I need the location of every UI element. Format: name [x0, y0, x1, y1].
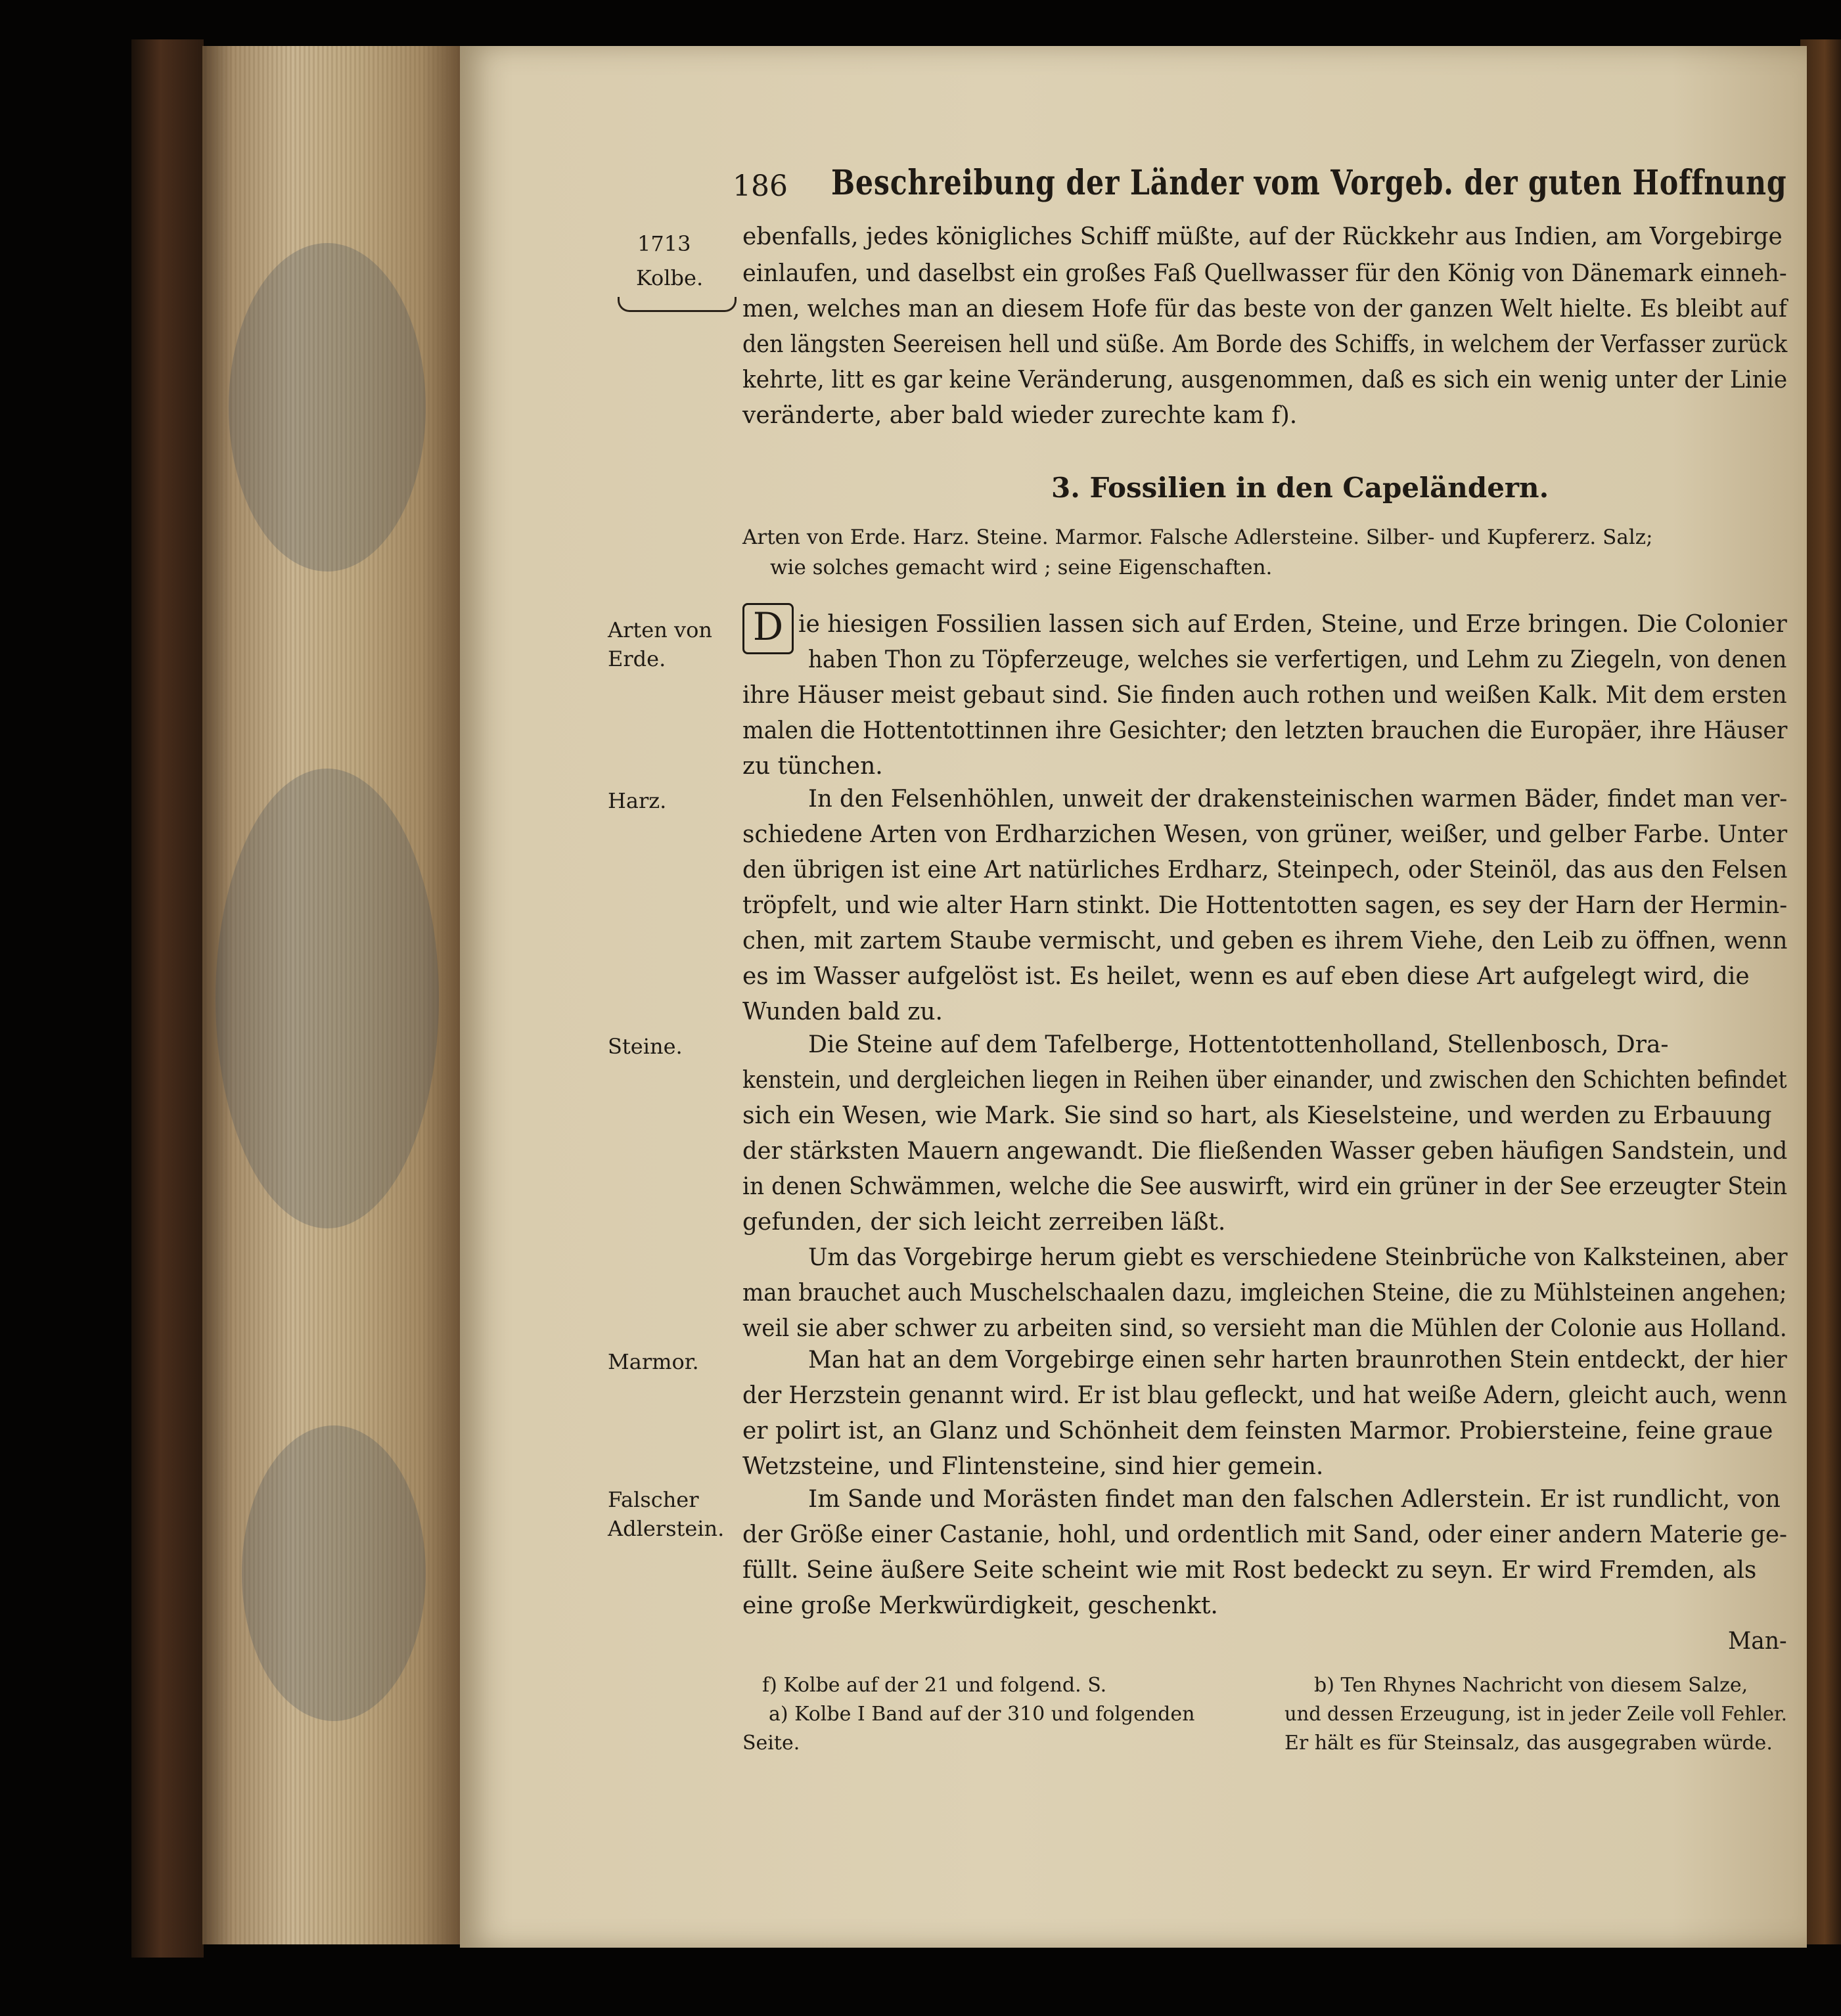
paragraph-line: der Herzstein genannt wird. Er ist blau gefleckt, und hat weiße Adern, gleicht auch, wenn [742, 1382, 1788, 1409]
margin-adlerstein: Adlerstein. [608, 1516, 725, 1541]
paragraph-line: füllt. Seine äußere Seite scheint wie mit Rost bedeckt zu seyn. Er wird Fremden, als [742, 1557, 1757, 1584]
footnote-line: Er hält es für Steinsalz, das ausgegraben würde. [1284, 1732, 1773, 1755]
margin-falscher: Falscher [608, 1487, 699, 1512]
running-title: Beschreibung der Länder vom Vorgeb. der guten Hoffnung [831, 163, 1787, 203]
paragraph-line: man brauchet auch Muschelschaalen dazu, imgleichen Steine, die zu Mühlsteinen angehen; [742, 1280, 1787, 1307]
binding-left [131, 39, 204, 1958]
footnote-line: und dessen Erzeugung, ist in jeder Zeile voll Fehler. [1284, 1703, 1787, 1726]
catchword: Man- [1728, 1628, 1787, 1655]
page-number: 186 [733, 169, 788, 203]
margin-year: 1713 [637, 231, 691, 256]
water-stain [216, 769, 439, 1228]
paragraph-line: schiedene Arten von Erdharzichen Wesen, von grüner, weißer, und gelber Farbe. Unter [742, 821, 1788, 848]
paragraph-line: ie hiesigen Fossilien lassen sich auf Erden, Steine, und Erze bringen. Die Colonier [798, 611, 1787, 638]
paragraph-line: Um das Vorgebirge herum giebt es verschiedene Steinbrüche von Kalksteinen, aber [808, 1244, 1788, 1271]
paragraph-line: in denen Schwämmen, welche die See auswirft, wird ein grüner in der See erzeugter Stein [742, 1173, 1788, 1200]
paragraph-line: zu tünchen. [742, 753, 883, 780]
margin-brace [618, 297, 737, 312]
intro-line: kehrte, litt es gar keine Veränderung, ausgenommen, daß es sich ein wenig unter der Linie [742, 367, 1788, 393]
paragraph-line: den übrigen ist eine Art natürliches Erdharz, Steinpech, oder Steinöl, das aus den Felsen [742, 857, 1788, 884]
paragraph-line: sich ein Wesen, wie Mark. Sie sind so hart, als Kieselsteine, und werden zu Erbauung [742, 1102, 1772, 1129]
paragraph-line: Im Sande und Morästen findet man den falschen Adlerstein. Er ist rundlicht, von [808, 1486, 1781, 1513]
intro-line: ebenfalls, jedes königliches Schiff müßte, auf der Rückkehr aus Indien, am Vorgebirge [742, 223, 1783, 250]
paragraph-line: chen, mit zartem Staube vermischt, und geben es ihrem Viehe, den Leib zu öffnen, wenn [742, 928, 1788, 954]
section-summary: Arten von Erde. Harz. Steine. Marmor. Falsche Adlersteine. Silber- und Kupfererz. Salz; [742, 526, 1653, 549]
margin-marmor: Marmor. [608, 1349, 699, 1374]
paragraph-line: Man hat an dem Vorgebirge einen sehr harten braunrothen Stein entdeckt, der hier [808, 1347, 1787, 1374]
margin-erde: Erde. [608, 646, 666, 671]
margin-harz: Harz. [608, 788, 667, 813]
intro-line: men, welches man an diesem Hofe für das beste von der ganzen Welt hielte. Es bleibt auf [742, 296, 1787, 323]
paragraph-line: eine große Merkwürdigkeit, geschenkt. [742, 1592, 1218, 1619]
water-stain [229, 243, 426, 571]
paragraph-line: der stärksten Mauern angewandt. Die fließenden Wasser geben häufigen Sandstein, und [742, 1138, 1788, 1165]
intro-line: den längsten Seereisen hell und süße. Am Borde des Schiffs, in welchem der Verfasser zurück [742, 331, 1788, 358]
dropcap-initial: D [742, 603, 794, 654]
water-stain [242, 1425, 426, 1721]
margin-arten: Arten von [608, 617, 712, 642]
intro-line: veränderte, aber bald wieder zurechte kam f). [742, 402, 1298, 429]
footnote-line: a) Kolbe I Band auf der 310 und folgenden [769, 1703, 1195, 1726]
footnote-line: f) Kolbe auf der 21 und folgend. S. [762, 1674, 1107, 1697]
intro-line: einlaufen, und daselbst ein großes Faß Quellwasser für den König von Dänemark einneh- [742, 260, 1787, 287]
paragraph-line: gefunden, der sich leicht zerreiben läßt. [742, 1209, 1226, 1236]
paragraph-line: kenstein, und dergleichen liegen in Reihen über einander, und zwischen den Schichten befindet [742, 1067, 1787, 1094]
footnote-line: b) Ten Rhynes Nachricht von diesem Salze, [1314, 1674, 1748, 1697]
page-fore-edge [202, 46, 460, 1944]
paragraph-line: ihre Häuser meist gebaut sind. Sie finden auch rothen und weißen Kalk. Mit dem ersten [742, 682, 1787, 709]
footnote-line: Seite. [742, 1732, 800, 1755]
paragraph-line: weil sie aber schwer zu arbeiten sind, so versieht man die Mühlen der Colonie aus Holland. [742, 1315, 1787, 1342]
paragraph-line: haben Thon zu Töpferzeuge, welches sie verfertigen, und Lehm zu Ziegeln, von denen [808, 646, 1787, 673]
paragraph-line: In den Felsenhöhlen, unweit der drakensteinischen warmen Bäder, findet man ver- [808, 786, 1788, 813]
paragraph-line: Wetzsteine, und Flintensteine, sind hier gemein. [742, 1453, 1324, 1480]
margin-author: Kolbe. [636, 265, 704, 290]
paragraph-line: malen die Hottentottinnen ihre Gesichter; den letzten brauchen die Europäer, ihre Häuser [742, 717, 1788, 744]
paragraph-line: er polirt ist, an Glanz und Schönheit dem feinsten Marmor. Probiersteine, feine graue [742, 1418, 1773, 1445]
margin-steine: Steine. [608, 1034, 683, 1059]
section-summary: wie solches gemacht wird ; seine Eigenschaften. [770, 556, 1273, 579]
paragraph-line: es im Wasser aufgelöst ist. Es heilet, wenn es auf eben diese Art aufgelegt wird, die [742, 963, 1750, 990]
paragraph-line: Wunden bald zu. [742, 998, 943, 1025]
paragraph-line: Die Steine auf dem Tafelberge, Hottentottenholland, Stellenbosch, Dra- [808, 1031, 1669, 1058]
section-title: 3. Fossilien in den Capeländern. [1051, 472, 1549, 504]
paragraph-line: tröpfelt, und wie alter Harn stinkt. Die Hottentotten sagen, es sey der Harn der Hermin- [742, 892, 1788, 919]
paragraph-line: der Größe einer Castanie, hohl, und ordentlich mit Sand, oder einer andern Materie ge- [742, 1521, 1788, 1548]
